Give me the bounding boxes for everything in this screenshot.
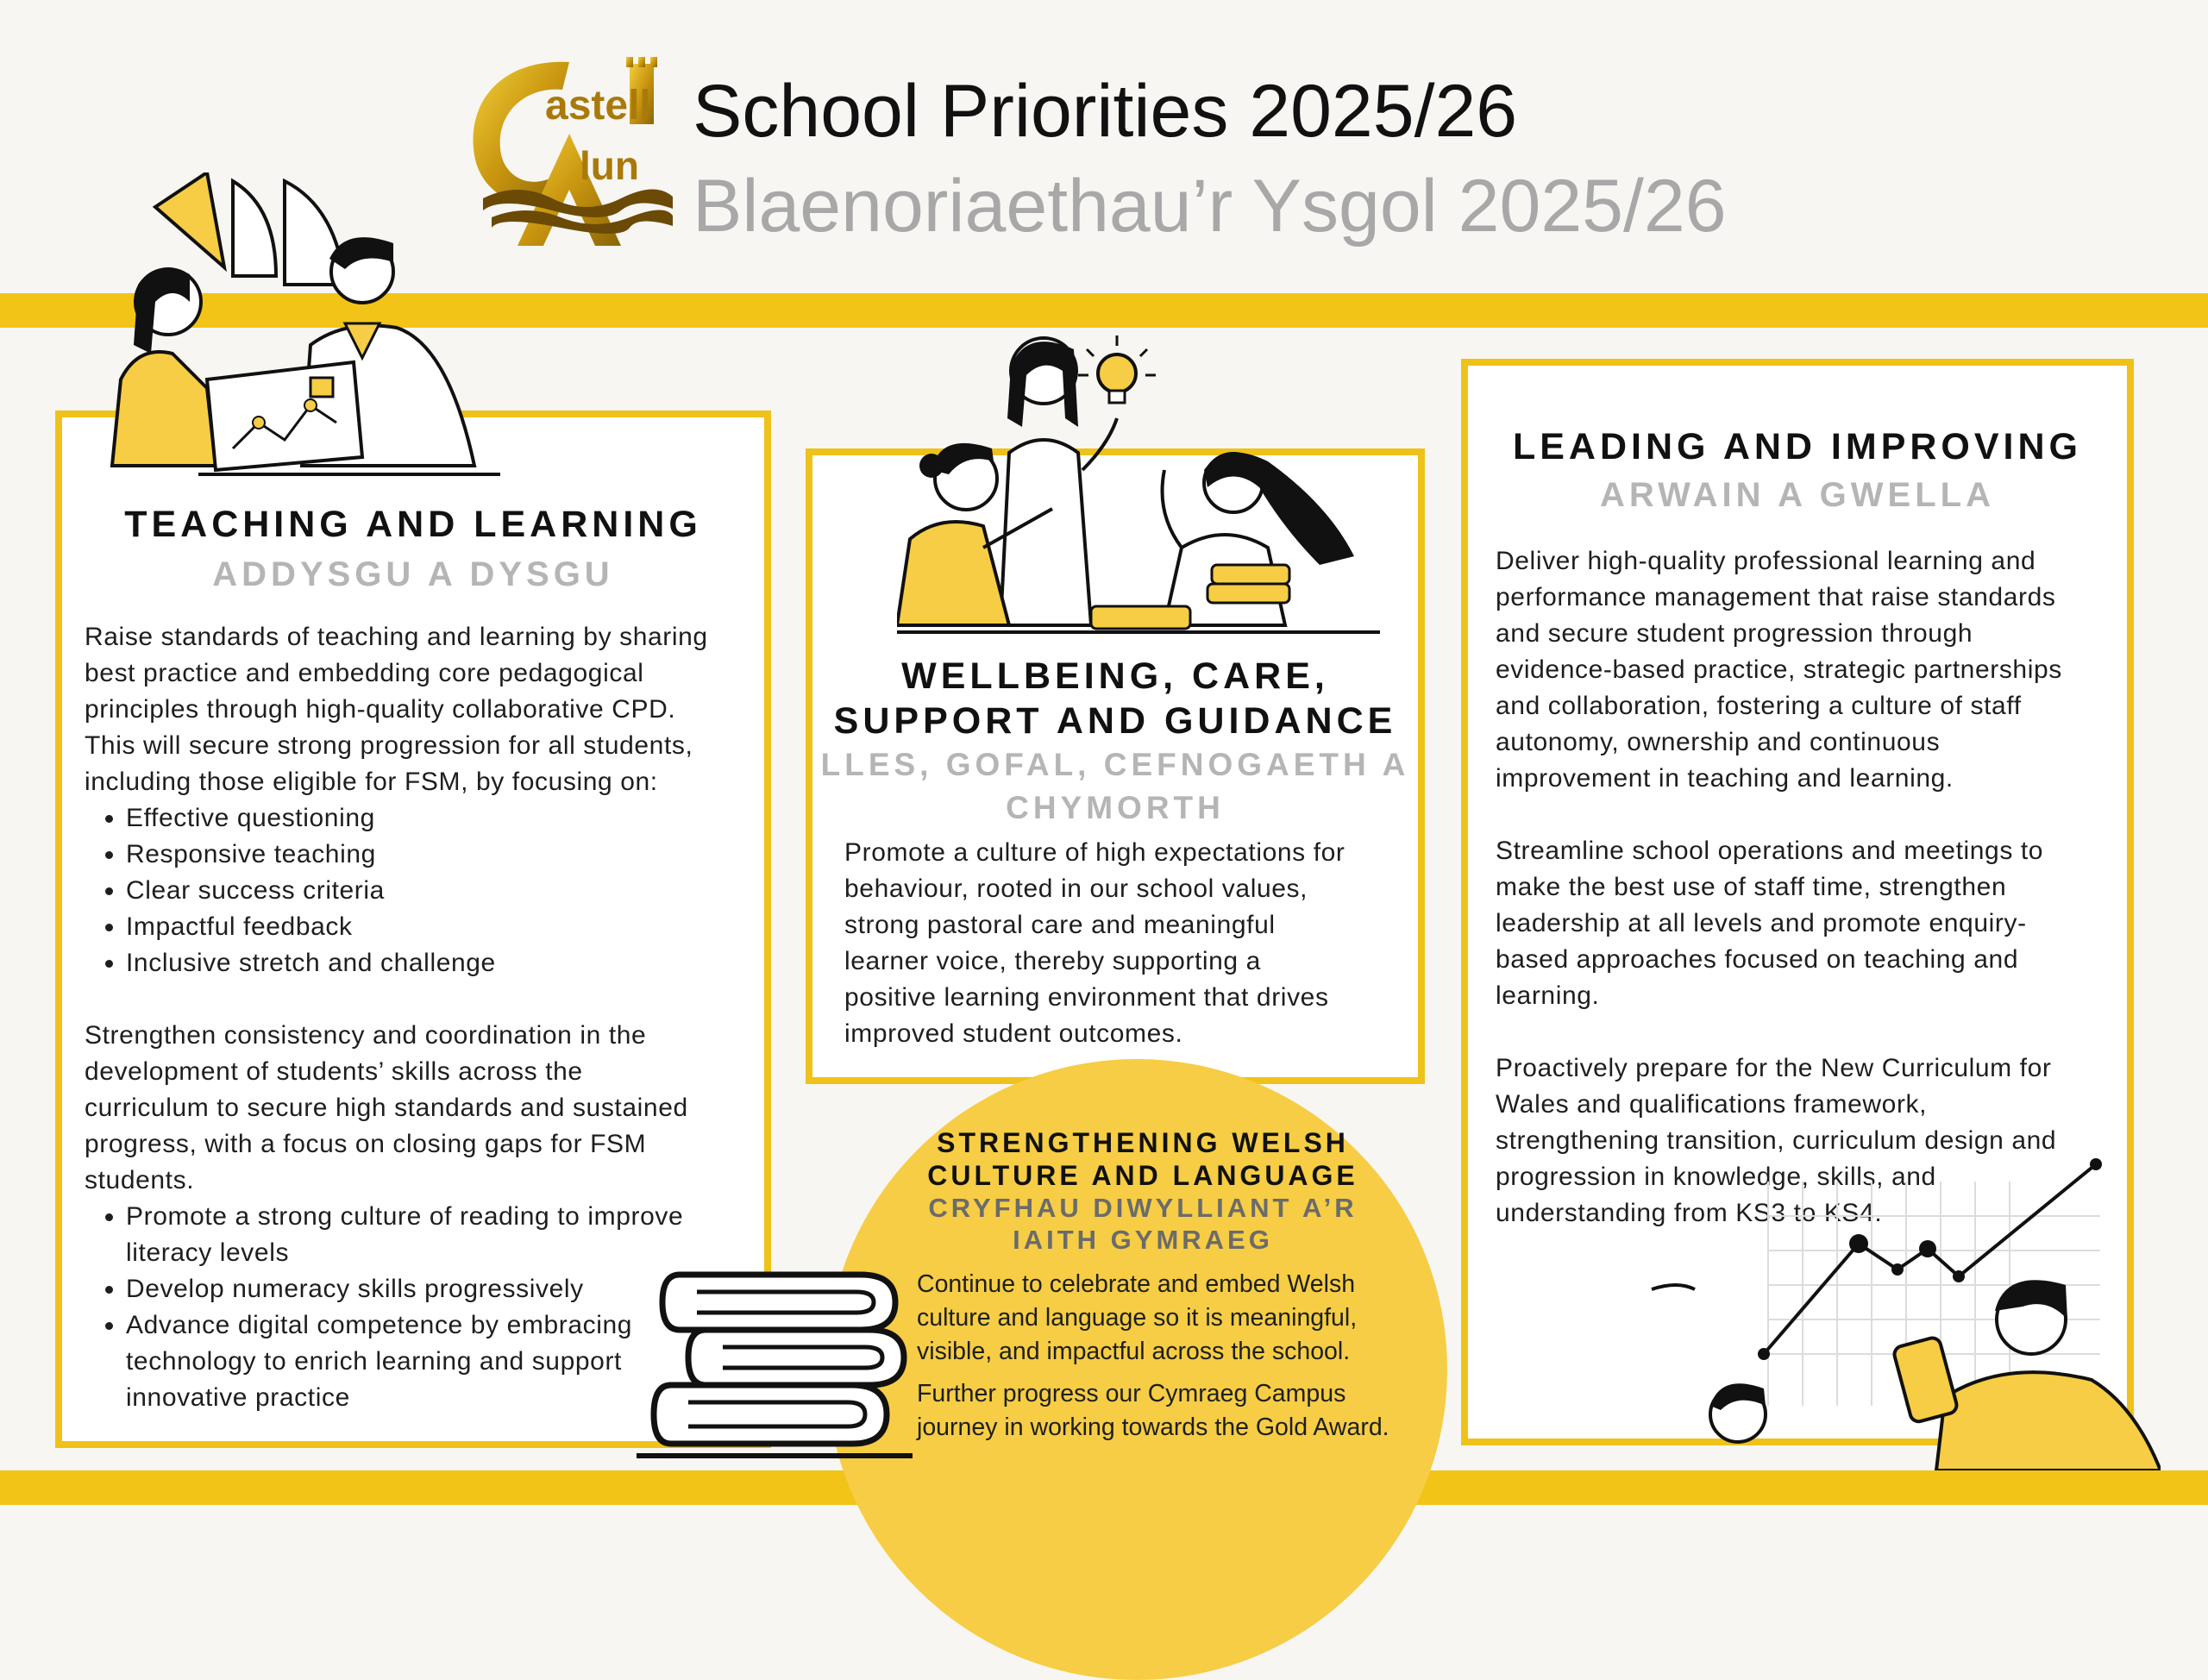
leading-body-line: and collaboration, fostering a culture of staff	[1496, 692, 2022, 720]
leading-illustration	[1643, 1147, 2161, 1470]
welsh-body-line: journey in working towards the Gold Award.	[917, 1414, 1389, 1441]
wellbeing-heading	[812, 654, 1418, 743]
wellbeing-heading-line: SUPPORT AND GUIDANCE	[833, 700, 1397, 742]
leading-body-line: Deliver high-quality professional learning and	[1496, 547, 2036, 575]
welsh-body-line: culture and language so it is meaningful,	[917, 1304, 1358, 1332]
leading-body-line: learning.	[1496, 981, 1600, 1010]
teaching-para1-line: best practice and embedding core pedagogical	[85, 659, 644, 687]
welsh-heading-welsh	[919, 1192, 1367, 1256]
leading-body-line: improvement in teaching and learning.	[1496, 764, 1954, 793]
svg-text:lun: lun	[580, 143, 639, 188]
list-item: • Responsive teaching	[126, 837, 757, 873]
leading-body-line: make the best use of staff time, strengthen	[1496, 873, 2007, 901]
teaching-para2-line: students.	[85, 1166, 195, 1194]
list-item-line: Develop numeracy skills progressively	[126, 1275, 584, 1303]
list-item: • Effective questioning	[126, 800, 757, 837]
wellbeing-heading-welsh-line: LLES, GOFAL, CEFNOGAETH A	[820, 747, 1410, 782]
wellbeing-body-line: strong pastoral care and meaningful	[844, 911, 1276, 939]
wellbeing-body-line: behaviour, rooted in our school values,	[844, 874, 1308, 903]
welsh-body	[917, 1268, 1469, 1453]
svg-text:astell: astell	[545, 83, 651, 129]
teaching-heading: TEACHING AND LEARNING	[124, 504, 702, 545]
leading-body-line: performance management that raise standards	[1496, 583, 2056, 611]
wellbeing-heading-welsh-line: CHYMORTH	[1006, 790, 1225, 825]
focus-list	[85, 800, 757, 981]
welsh-heading	[919, 1126, 1367, 1192]
list-item: • Inclusive stretch and challenge	[126, 945, 757, 981]
leading-body-line: Proactively prepare for the New Curriculum for	[1496, 1054, 2052, 1082]
welsh-body-line: visible, and impactful across the school.	[917, 1338, 1351, 1365]
wellbeing-body-line: improved student outcomes.	[844, 1019, 1183, 1048]
welsh-body-line: Further progress our Cymraeg Campus	[917, 1380, 1346, 1407]
list-item-line: innovative practice	[126, 1383, 350, 1412]
leading-body-line: based approaches focused on teaching and	[1496, 945, 2019, 974]
wellbeing-body-line: learner voice, thereby supporting a	[844, 947, 1261, 975]
list-item: • Impactful feedback	[126, 909, 757, 945]
teaching-para2-line: development of students’ skills across the	[85, 1057, 583, 1086]
leading-body-line: strengthening transition, curriculum design and	[1496, 1126, 2057, 1155]
welsh-heading-line: STRENGTHENING WELSH	[937, 1127, 1349, 1158]
teaching-para1-line: This will secure strong progression for all students,	[85, 731, 693, 760]
leading-heading-welsh: ARWAIN A GWELLA	[1600, 476, 1995, 514]
leading-body-line: leadership at all levels and promote enquiry-	[1496, 909, 2027, 937]
wellbeing-body-line: Promote a culture of high expectations for	[844, 838, 1346, 867]
list-item-line: Promote a strong culture of reading to improve	[126, 1202, 684, 1231]
books-icon	[637, 1266, 913, 1464]
welsh-para1	[917, 1268, 1469, 1369]
teaching-para2-line: Strengthen consistency and coordination in the	[85, 1021, 647, 1050]
welsh-para2	[917, 1377, 1469, 1445]
welsh-heading-line: CULTURE AND LANGUAGE	[927, 1160, 1358, 1191]
teaching-illustration	[104, 172, 509, 483]
wellbeing-heading-welsh	[812, 743, 1418, 830]
leading-body-line: evidence-based practice, strategic partnerships	[1496, 655, 2062, 684]
leading-body-line: autonomy, ownership and continuous	[1496, 728, 1941, 756]
wellbeing-heading-line: WELLBEING, CARE,	[901, 655, 1329, 697]
page-title: School Priorities 2025/26	[693, 70, 1518, 153]
leading-body-line: progression in knowledge, skills, and	[1496, 1163, 1936, 1191]
leading-heading: LEADING AND IMPROVING	[1512, 426, 2083, 467]
teaching-para2-line: curriculum to secure high standards and sustained	[85, 1094, 688, 1122]
list-item-line: technology to enrich learning and support	[126, 1347, 622, 1376]
welsh-body-line: Continue to celebrate and embed Welsh	[917, 1270, 1356, 1298]
leading-body-line: understanding from KS3 to KS4.	[1496, 1199, 1883, 1227]
list-item: • Clear success criteria	[126, 873, 757, 909]
teaching-para1-line: Raise standards of teaching and learning by sharing	[85, 623, 708, 651]
teaching-heading-welsh: ADDYSGU A DYSGU	[212, 555, 614, 593]
leading-body-line: Streamline school operations and meetings to	[1496, 837, 2044, 865]
teaching-para1-line: including those eligible for FSM, by focusing on:	[85, 768, 658, 796]
page-title-welsh: Blaenoriaethau’r Ysgol 2025/26	[693, 165, 1727, 248]
teaching-para1-line: principles through high-quality collaborative CPD.	[85, 695, 676, 724]
welsh-heading-welsh-line: CRYFHAU DIWYLLIANT A’R	[928, 1193, 1358, 1223]
wellbeing-body-line: positive learning environment that drives	[844, 983, 1329, 1012]
wellbeing-body	[844, 835, 1414, 1052]
leading-body	[1496, 543, 2125, 1232]
list-item-line: Advance digital competence by embracing	[126, 1311, 633, 1339]
list-item	[126, 1199, 757, 1271]
teaching-para2-line: progress, with a focus on closing gaps for FSM	[85, 1130, 647, 1158]
leading-body-line: and secure student progression through	[1496, 619, 1973, 648]
welsh-heading-welsh-line: IAITH GYMRAEG	[1013, 1225, 1273, 1255]
list-item-line: literacy levels	[126, 1238, 290, 1267]
wellbeing-illustration	[897, 332, 1380, 643]
leading-body-line: Wales and qualifications framework,	[1496, 1090, 1928, 1119]
